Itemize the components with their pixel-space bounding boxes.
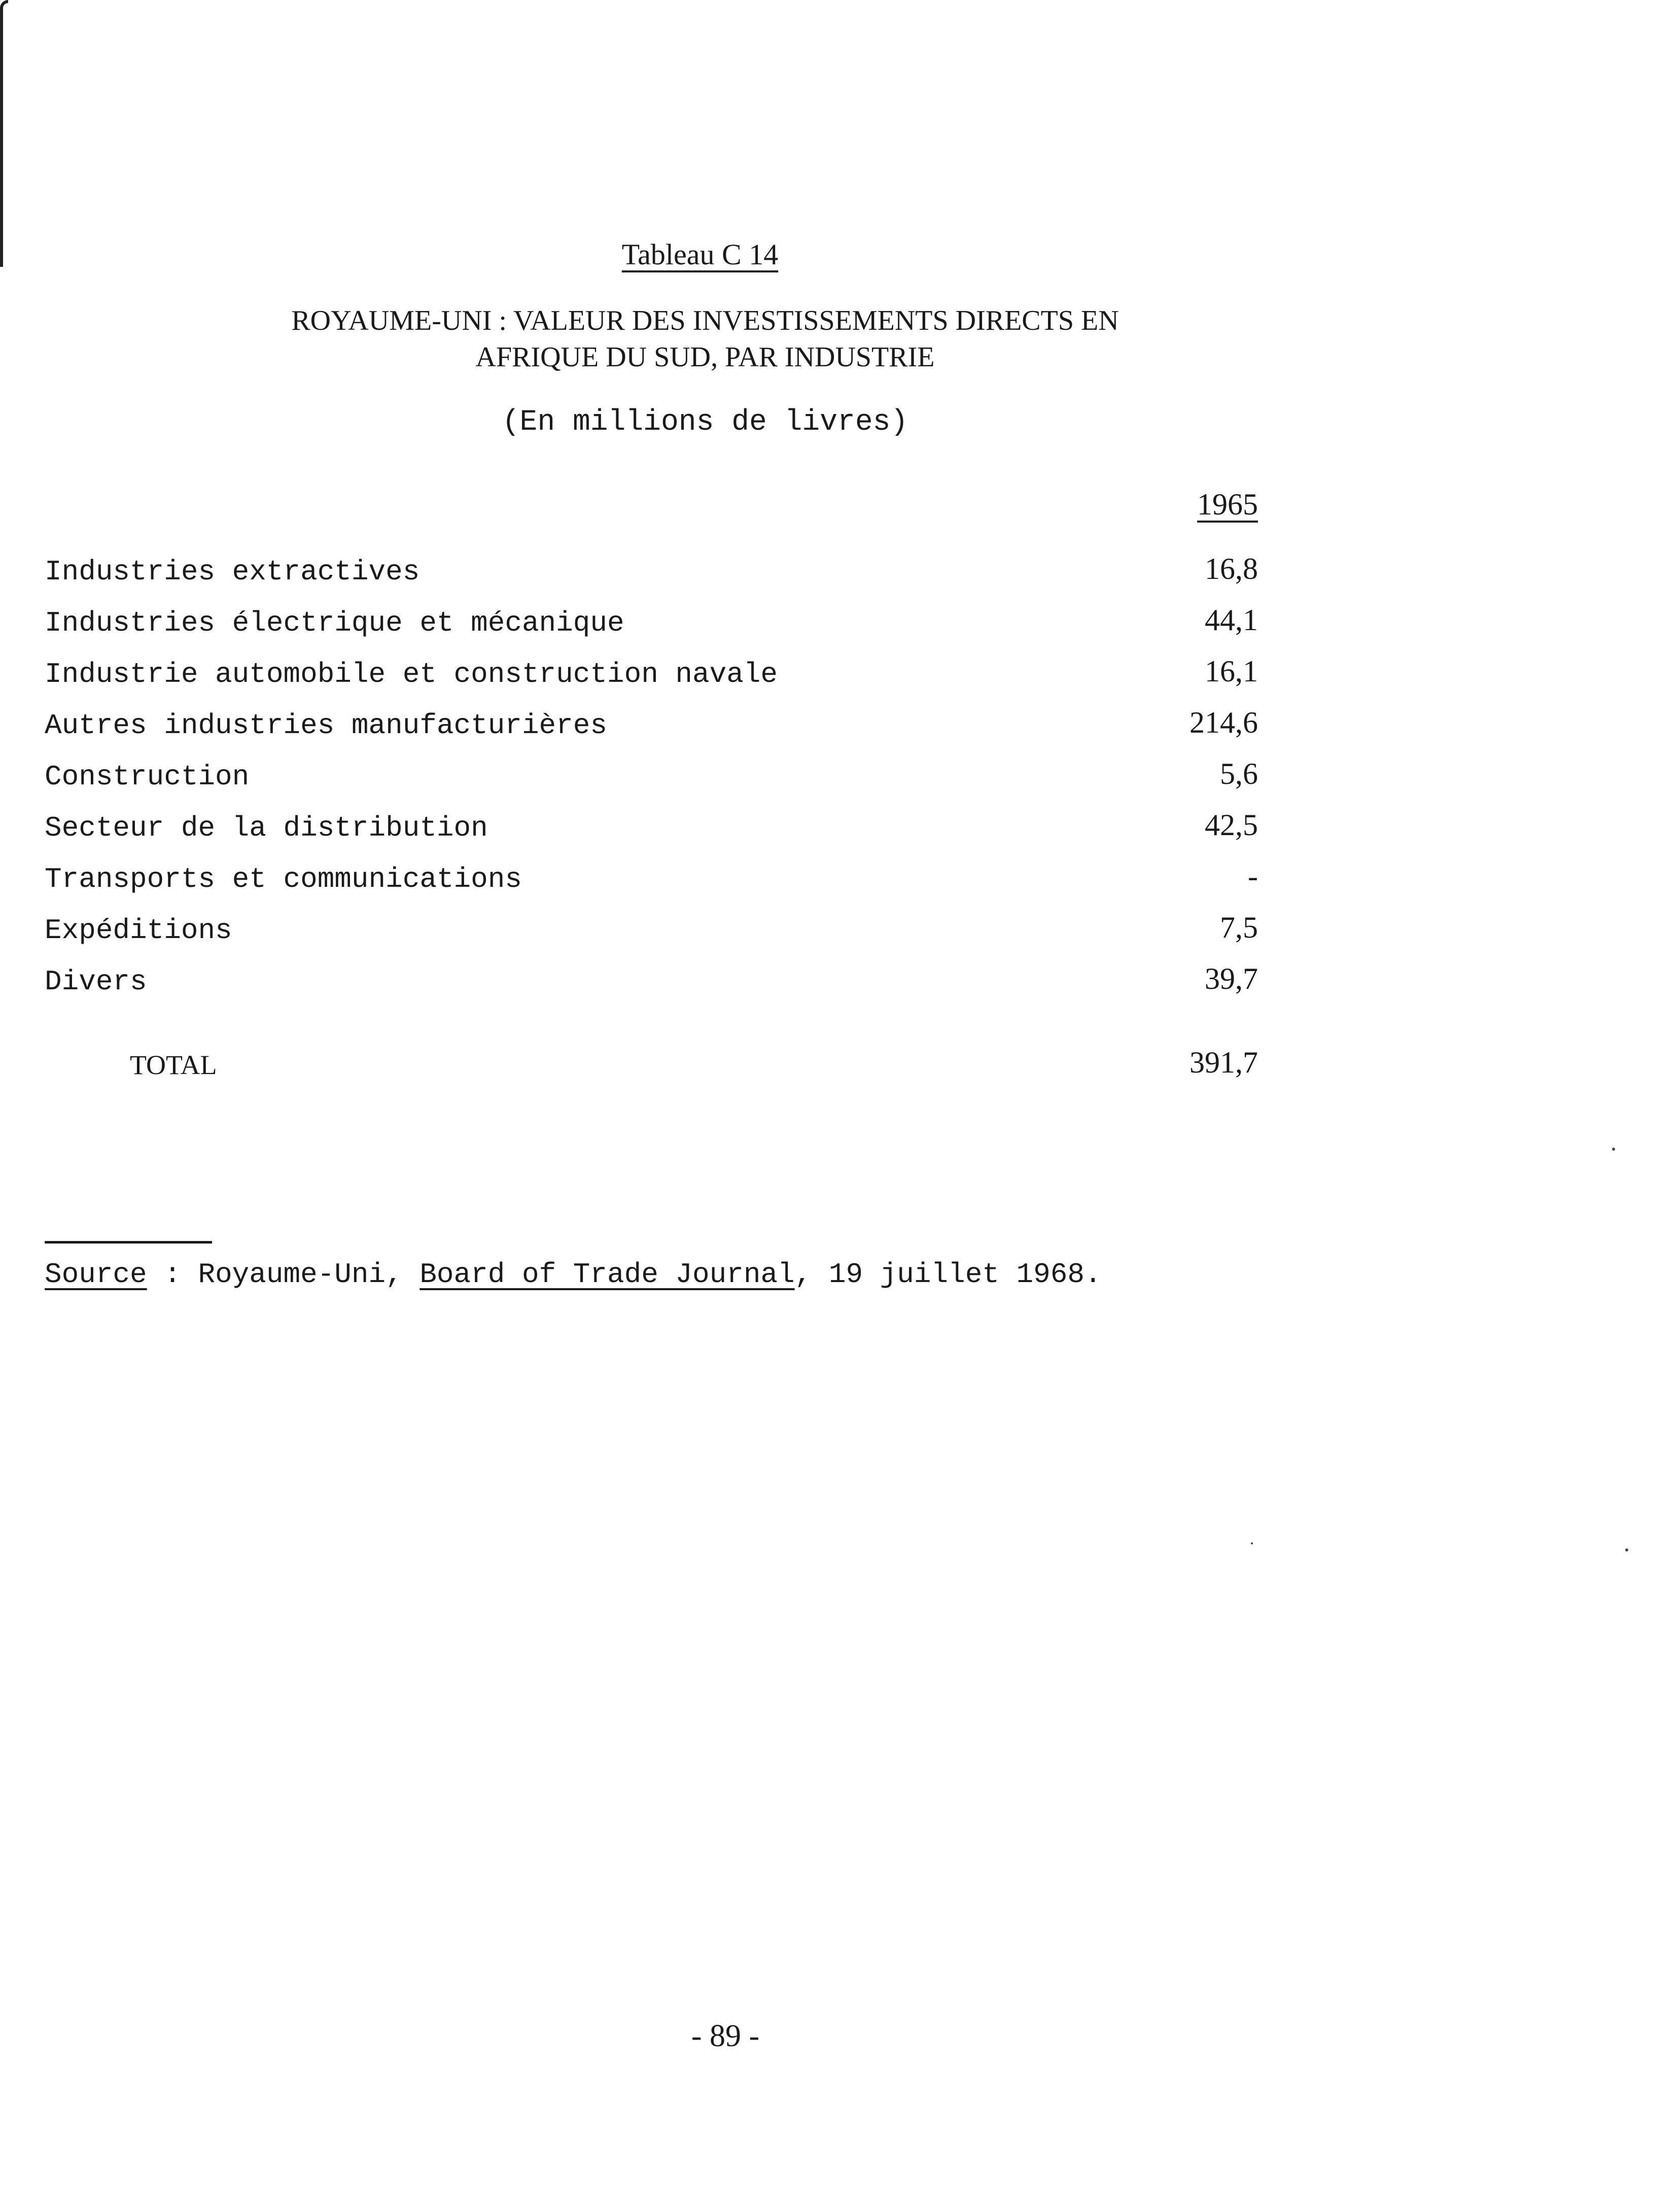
- total-label: TOTAL: [130, 1050, 217, 1080]
- row-value: 214,6: [1189, 706, 1258, 739]
- source-note: [45, 1258, 1102, 1291]
- table-row: [45, 808, 1262, 863]
- row-value: -: [1248, 859, 1258, 893]
- row-label: Industries électrique et mécanique: [45, 607, 624, 639]
- source-date: , 19 juillet 1968.: [794, 1258, 1102, 1291]
- row-label: Construction: [45, 761, 250, 793]
- table-row: [45, 962, 1262, 1017]
- row-label: Industries extractives: [45, 556, 420, 588]
- row-value: 44,1: [1205, 603, 1258, 637]
- row-value: 16,8: [1205, 552, 1258, 585]
- table-number: Tableau C 14: [621, 238, 779, 271]
- table-row: [45, 654, 1262, 709]
- row-label: Autres industries manufacturières: [45, 709, 607, 742]
- row-label: Expéditions: [45, 914, 232, 947]
- table-row: [45, 603, 1262, 658]
- row-label: Secteur de la distribution: [45, 812, 488, 844]
- row-label: Transports et communications: [45, 863, 522, 895]
- table-row: [45, 911, 1262, 965]
- source-label: Source: [45, 1258, 147, 1291]
- source-separator: : Royaume-Uni,: [147, 1258, 420, 1291]
- source-publication: Board of Trade Journal: [419, 1258, 795, 1291]
- total-row: [45, 1046, 1262, 1090]
- page-number: - 89 -: [691, 2019, 760, 2053]
- table-title: [0, 302, 1410, 375]
- table-row: [45, 552, 1262, 607]
- row-label: Industrie automobile et construction navale: [45, 658, 778, 691]
- row-value: 42,5: [1205, 808, 1258, 842]
- table-row: [45, 706, 1262, 761]
- row-value: 7,5: [1220, 911, 1258, 944]
- table-unit: (En millions de livres): [502, 406, 908, 439]
- row-value: 5,6: [1220, 757, 1258, 790]
- scan-speck: [1612, 1148, 1615, 1151]
- row-value: 16,1: [1205, 654, 1258, 688]
- row-value: 39,7: [1205, 962, 1258, 995]
- total-value: 391,7: [1189, 1046, 1258, 1079]
- table-row: [45, 757, 1262, 812]
- title-line-1: ROYAUME-UNI : VALEUR DES INVESTISSEMENTS DIRECTS EN: [291, 305, 1119, 336]
- row-label: Divers: [45, 965, 147, 998]
- scan-speck: [1251, 1542, 1253, 1544]
- scan-speck: [1625, 1548, 1628, 1551]
- title-line-2: AFRIQUE DU SUD, PAR INDUSTRIE: [475, 341, 935, 373]
- footnote-divider: [45, 1241, 212, 1244]
- column-header-year: 1965: [1197, 488, 1258, 521]
- page-edge-mark: [0, 0, 8, 267]
- table-body: [45, 552, 1262, 1017]
- table-row: [45, 859, 1262, 914]
